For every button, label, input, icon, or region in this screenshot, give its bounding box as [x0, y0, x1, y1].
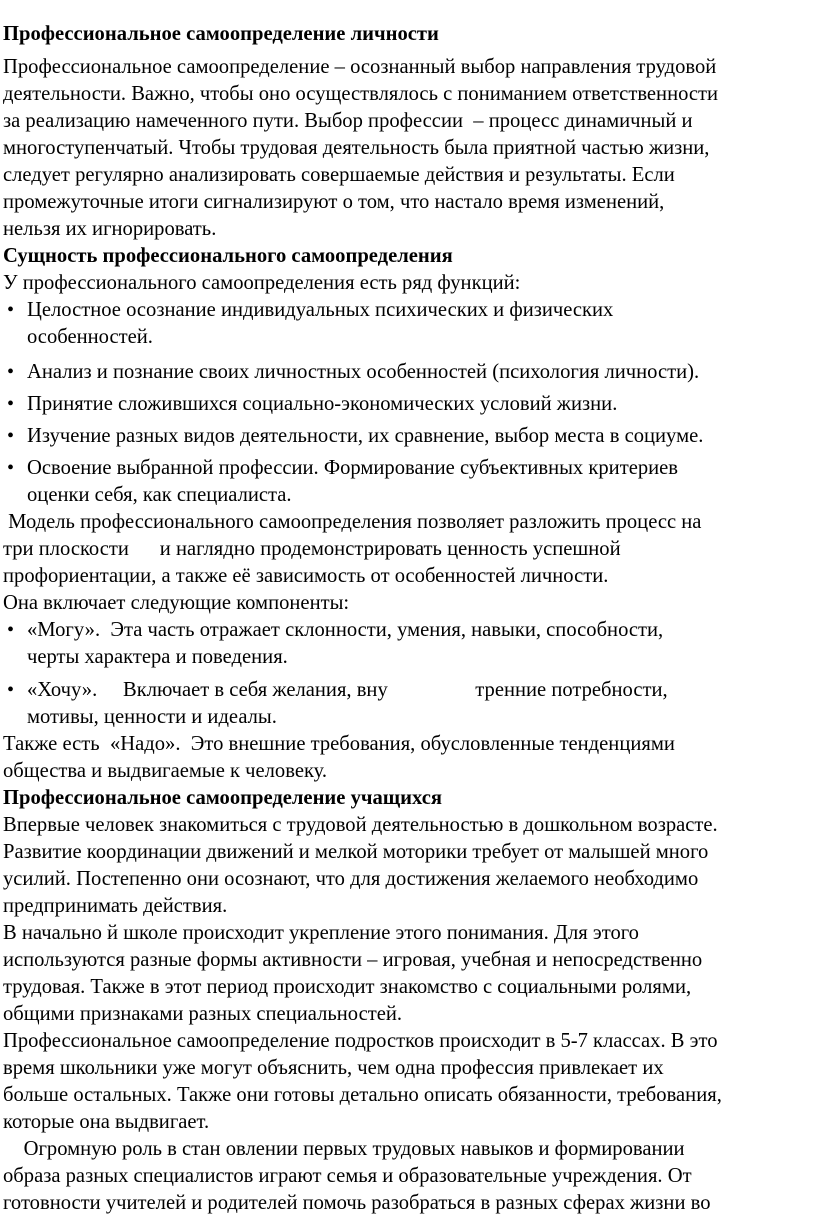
- list-item-continuation: черты характера и поведения.: [27, 646, 288, 668]
- bullet-icon: •: [7, 425, 15, 447]
- list-item-continuation: мотивы, ценности и идеалы.: [27, 706, 277, 728]
- students-line: усилий. Постепенно они осознают, что для достижения желаемого необходимо: [3, 868, 699, 890]
- heading-essence: Сущность профессионального самоопределения: [3, 245, 453, 267]
- students-line: которые она выдвигает.: [3, 1111, 210, 1133]
- bullet-icon: •: [7, 619, 15, 641]
- also-line: общества и выдвигаемые к человеку.: [3, 760, 328, 782]
- intro-line: нельзя их игнорировать.: [3, 218, 217, 240]
- intro-line: следует регулярно анализировать совершаемые действия и результаты. Если: [3, 164, 675, 186]
- list-item: Изучение разных видов деятельности, их сравнение, выбор места в социуме.: [27, 425, 704, 447]
- intro-line: многоступенчатый. Чтобы трудовая деятельность была приятной частью жизни,: [3, 137, 710, 159]
- students-line: используются разные формы активности – игровая, учебная и непосредственно: [3, 949, 703, 971]
- students-line: предпринимать действия.: [3, 895, 228, 917]
- components-lead: Она включает следующие компоненты:: [3, 592, 350, 614]
- functions-lead: У профессионального самоопределения есть ряд функций:: [3, 272, 521, 294]
- bullet-icon: •: [7, 393, 15, 415]
- heading-self-determination: Профессиональное самоопределение личности: [3, 23, 439, 45]
- intro-line: Профессиональное самоопределение – осознанный выбор направления трудовой: [3, 56, 717, 78]
- list-item: Принятие сложившихся социально-экономических условий жизни.: [27, 393, 618, 415]
- bullet-icon: •: [7, 679, 15, 701]
- list-item: Целостное осознание индивидуальных психических и физических: [27, 299, 614, 321]
- also-line: Также есть «Надо». Это внешние требования, обусловленные тенденциями: [3, 733, 675, 755]
- heading-students: Профессиональное самоопределение учащихся: [3, 787, 443, 809]
- model-line: профориентации, а также её зависимость от особенностей личности.: [3, 565, 609, 587]
- students-line: Впервые человек знакомиться с трудовой деятельностью в дошкольном возрасте.: [3, 814, 718, 836]
- list-item: «Хочу». Включает в себя желания, вну тренние потребности,: [27, 679, 668, 701]
- bullet-icon: •: [7, 361, 15, 383]
- students-line: больше остальных. Также они готовы детально описать обязанности, требования,: [3, 1084, 722, 1106]
- intro-line: за реализацию намеченного пути. Выбор профессии – процесс динамичный и: [3, 110, 693, 132]
- students-line: Развитие координации движений и мелкой моторики требует от малышей много: [3, 841, 709, 863]
- list-item: Освоение выбранной профессии. Формирование субъективных критериев: [27, 457, 679, 479]
- list-item: Анализ и познание своих личностных особенностей (психология личности).: [27, 361, 700, 383]
- students-line: готовности учителей и родителей помочь разобраться в разных сферах жизни во: [3, 1192, 711, 1214]
- bullet-icon: •: [7, 299, 15, 321]
- students-line: Огромную роль в стан овлении первых трудовых навыков и формировании: [3, 1138, 685, 1160]
- intro-line: деятельности. Важно, чтобы оно осуществлялось с пониманием ответственности: [3, 83, 719, 105]
- students-line: Профессиональное самоопределение подростков происходит в 5-7 классах. В это: [3, 1030, 718, 1052]
- students-line: время школьники уже могут объяснить, чем одна профессия привлекает их: [3, 1057, 664, 1079]
- list-item-continuation: особенностей.: [27, 326, 153, 348]
- bullet-icon: •: [7, 457, 15, 479]
- students-line: образа разных специалистов играют семья и образовательные учреждения. От: [3, 1165, 692, 1187]
- list-item: «Могу». Эта часть отражает склонности, умения, навыки, способности,: [27, 619, 664, 641]
- students-line: трудовая. Также в этот период происходит знакомство с социальными ролями,: [3, 976, 692, 998]
- model-line: три плоскости и наглядно продемонстрировать ценность успешной: [3, 538, 621, 560]
- intro-line: промежуточные итоги сигнализируют о том, что настало время изменений,: [3, 191, 665, 213]
- students-line: общими признаками разных специальностей.: [3, 1003, 403, 1025]
- students-line: В начально й школе происходит укрепление этого понимания. Для этого: [3, 922, 639, 944]
- model-line: Модель профессионального самоопределения позволяет разложить процесс на: [3, 511, 702, 533]
- list-item-continuation: оценки себя, как специалиста.: [27, 484, 292, 506]
